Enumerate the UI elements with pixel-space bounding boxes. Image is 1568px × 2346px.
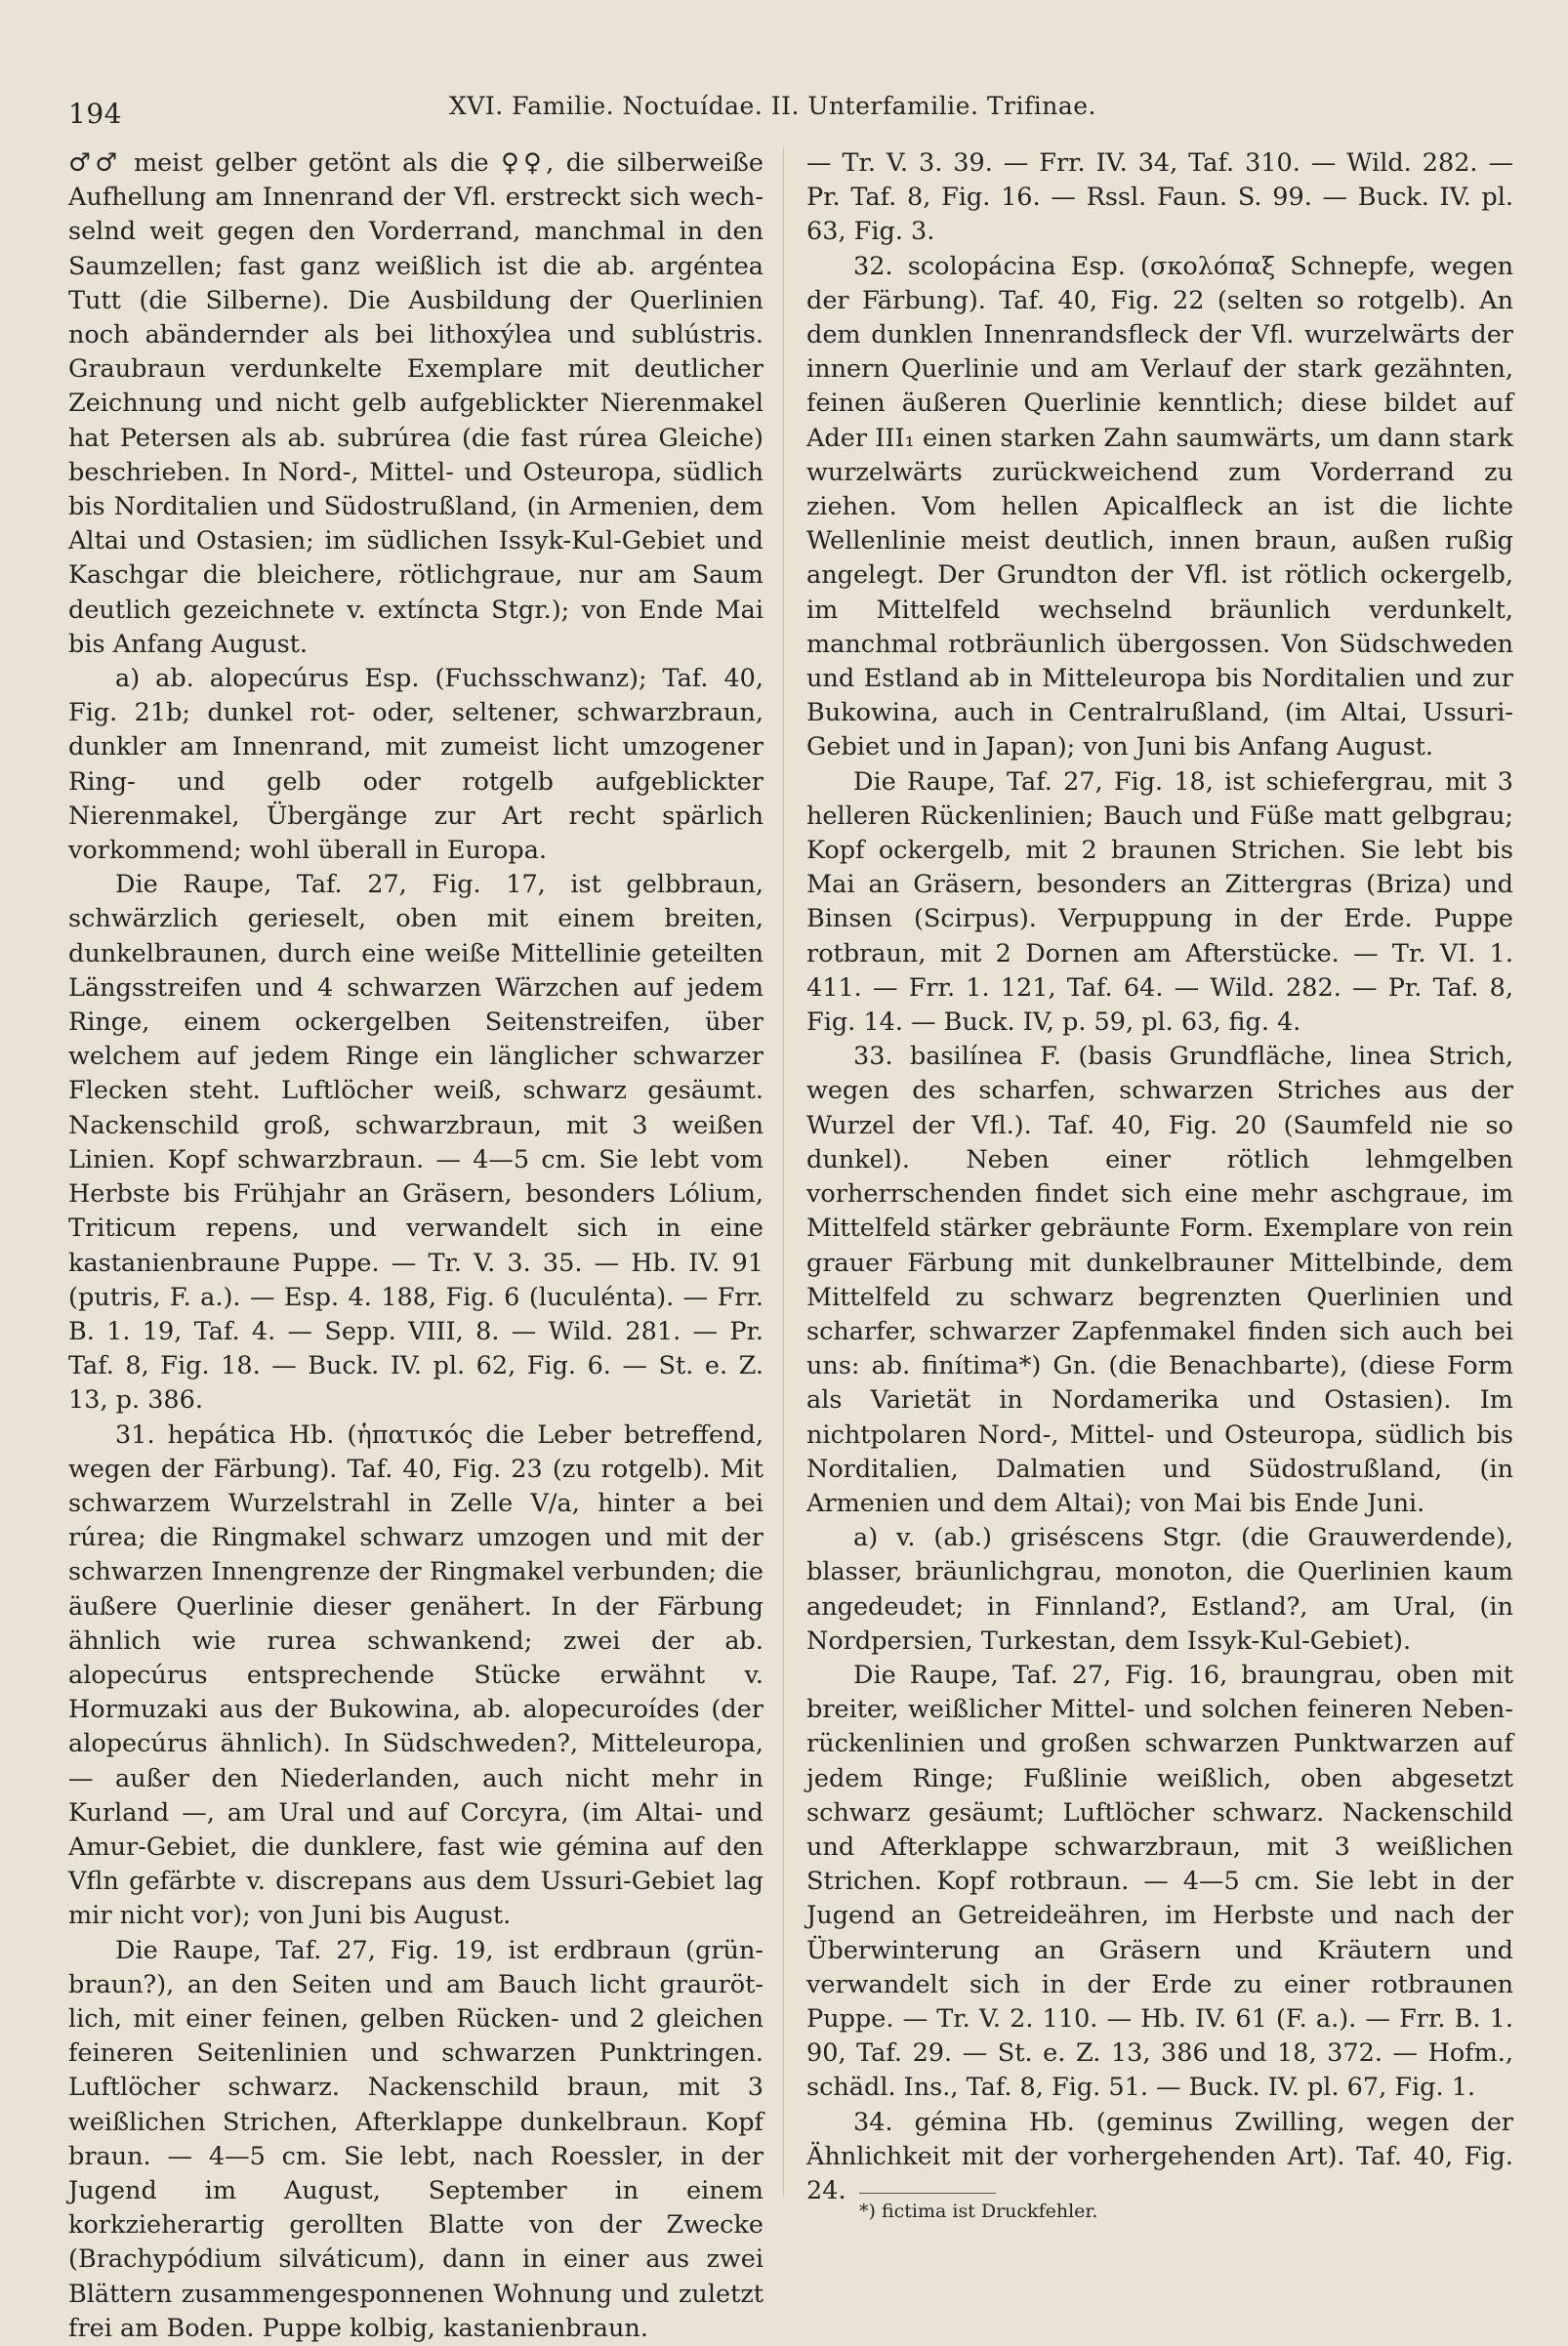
right-column — [806, 146, 1513, 2208]
column-divider — [783, 146, 784, 2197]
running-header — [68, 90, 1509, 129]
species-entry-31: 31. hepática Hb. (ἡπατικός die Leber betreffend, wegen der Färbung). Taf. 40, Fig. 23 (zu rotgelb). Mit schwarzem Wurzelstrahl in Zelle V/a, hinter a bei rúrea; die Ringmakel schwarz umzogen und mit der schwarzen Innengrenze der Ringmakel verbunden; die äußere Querlinie dieser genähert. In der Färbung ähnlich wie rurea schwankend; zwei der ab. alopecúrus entsprechende Stücke erwähnt v. Hormuzaki aus der Bukowina, ab. alopecuroídes (der alopecúrus ähnlich). In Südschweden?, Mitteleuropa, — außer den Niederlanden, auch nicht mehr in Kurland —, am Ural und auf Corcyra, (im Altai- und Amur-Gebiet, die dunklere, fast wie gémina auf den Vfln gefärbte v. discrepans aus dem Ussuri-Gebiet lag mir nicht vor); von Juni bis August. — [68, 1420, 763, 1931]
paragraph: Die Raupe, Taf. 27, Fig. 17, ist gelbbraun, schwärzlich gerieselt, oben mit einem breiten, dunkelbraunen, durch eine weiße Mittellinie geteilten Längsstreifen und 4 schwarzen Wärzchen auf jedem Ringe, einem ockergelben Seitenstreifen, über welchem auf jedem Ringe ein länglicher schwarzer Flecken steht. Luftlöcher weiß, schwarz gesäumt. Nackenschild groß, schwarzbraun, mit 3 weißen Linien. Kopf schwarzbraun. — 4—5 cm. Sie lebt vom Herbste bis Frühjahr an Gräsern, besonders Lólium, Triticum repens, und verwandelt sich in eine kastanienbraune Puppe. — Tr. V. 3. 35. — Hb. IV. 91 (putris, F. a.). — Esp. 4. 188, Fig. 6 (luculénta). — Frr. B. 1. 19, Taf. 4. — Sepp. VIII, 8. — Wild. 281. — Pr. Taf. 8, Fig. 18. — Buck. IV. pl. 62, Fig. 6. — St. e. Z. 13, p. 386. — [68, 870, 763, 1416]
paragraph: a) ab. alopecúrus Esp. (Fuchsschwanz); Taf. 40, Fig. 21b; dunkel rot- oder, seltener, schwarzbraun, dunkler am Innenrand, mit zumeist licht umzogener Ring- und gelb oder rotgelb aufgeblickter Nierenmakel, Übergänge zur Art recht spärlich vorkommend; wohl überall in Europa. — [68, 664, 763, 866]
footnote-rule — [859, 2193, 996, 2194]
running-title: XVI. Familie. Noctuídae. II. Unterfamilie. Trifinae. — [449, 92, 1096, 120]
paragraph: Die Raupe, Taf. 27, Fig. 16, braungrau, oben mit breiter, weißlicher Mittel- und solchen feineren Nebenrückenlinien und großen schwarzen Punktwarzen auf jedem Ringe; Fußlinie weißlich, oben abgesetzt schwarz gesäumt; Luftlöcher schwarz. Nackenschild und Afterklappe schwarzbraun, mit 3 weißlichen Strichen. Kopf rotbraun. — 4—5 cm. Sie lebt in der Jugend an Getreideähren, im Herbste und nach der Überwinterung an Gräsern und Kräutern und verwandelt sich in der Erde zu einer rotbraunen Puppe. — Tr. V. 2. 110. — Hb. IV. 61 (F. a.). — Frr. B. 1. 90, Taf. 29. — St. e. Z. 13, 386 und 18, 372. — Hofm., schädl. Ins., Taf. 8, Fig. 51. — Buck. IV. pl. 67, Fig. 1. — [806, 1660, 1513, 2103]
species-entry-33: 33. basilínea F. (basis Grundfläche, linea Strich, wegen des scharfen, schwarzen Striches aus der Wurzel der Vfl.). Taf. 40, Fig. 20 (Saumfeld nie so dunkel). Neben einer rötlich lehmgelben vorherrschenden findet sich eine mehr aschgraue, im Mittelfeld stärker gebräunte Form. Exemplare von rein grauer Färbung mit dunkelbrauner Mittelbinde, dem Mittelfeld zu schwarz begrenzten Querlinien und scharfer, schwarzer Zapfenmakel finden sich auch bei uns: ab. finítima*) Gn. (die Benachbarte), (diese Form als Varietät in Nordamerika und Ostasien). Im nichtpolaren Nord-, Mittel- und Osteuropa, südlich bis Norditalien, Dalmatien und Südostrußland, (in Armenien und dem Altai); von Mai bis Ende Juni. — [806, 1042, 1513, 1518]
page-number: 194 — [68, 98, 122, 130]
species-entry-34: 34. gémina Hb. (geminus Zwilling, wegen der Ähnlichkeit mit der vorhergehenden Art). Taf. 40, Fig. 24. — [806, 2107, 1513, 2205]
footnote-text: *) fictima ist Druckfehler. — [859, 2201, 1098, 2222]
paragraph: Die Raupe, Taf. 27, Fig. 18, ist schiefergrau, mit 3 helleren Rückenlinien; Bauch und Füße matt gelbgrau; Kopf ockergelb, mit 2 braunen Strichen. Sie lebt bis Mai an Gräsern, besonders an Zittergras (Briza) und Binsen (Scirpus). Verpuppung in der Erde. Puppe rotbraun, mit 2 Dornen am Afterstücke. — Tr. VI. 1. 411. — Frr. 1. 121, Taf. 64. — Wild. 282. — Pr. Taf. 8, Fig. 14. — Buck. IV, p. 59, pl. 63, fig. 4. — [806, 766, 1513, 1038]
species-entry-32: 32. scolopácina Esp. (σκολόπαξ Schnepfe, wegen der Färbung). Taf. 40, Fig. 22 (selten so rotgelb). An dem dunklen Innenrandsfleck der Vfl. wurzelwärts der innern Querlinie und am Verlauf der stark gezähnten, feinen äußeren Querlinie kenntlich; diese bildet auf Ader III₁ einen starken Zahn saumwärts, um dann stark wurzelwärts zurückweichend zum Vorderrand zu ziehen. Vom hellen Apicalfleck an ist die lichte Wellenlinie meist deutlich, innen braun, außen rußig angelegt. Der Grundton der Vfl. ist rötlich ockergelb, im Mittelfeld wechselnd bräunlich verdunkelt, manchmal rotbräunlich übergossen. Von Südschweden und Estland ab in Mitteleuropa bis Norditalien und zur Bukowina, auch in Centralrußland, (im Altai, Ussuri-Gebiet und in Japan); von Juni bis Anfang August. — [806, 251, 1513, 762]
paragraph: ♂♂ meist gelber getönt als die ♀♀, die silberweiße Aufhellung am Innenrand der Vfl. erstreckt sich wechselnd weit gegen den Vorderrand, manchmal in den Saumzellen; fast ganz weißlich ist die ab. argéntea Tutt (die Silberne). Die Ausbildung der Querlinien noch abändernder als bei lithoxýlea und sublústris. Graubraun verdunkelte Exemplare mit deutlicher Zeichnung und nicht gelb aufgeblickter Nierenmakel hat Petersen als ab. subrúrea (die fast rúrea Gleiche) beschrieben. In Nord-, Mittel- und Osteuropa, südlich bis Norditalien und Südostrußland, (in Armenien, dem Altai und Ostasien; im südlichen Issyk-Kul-Gebiet und Kaschgar die bleichere, rötlichgraue, nur am Saum deutlich gezeichnete v. extíncta Stgr.); von Ende Mai bis Anfang August. — [68, 148, 763, 659]
footnote — [859, 2201, 1097, 2222]
paragraph: a) v. (ab.) griséscens Stgr. (die Grauwerdende), blasser, bräunlichgrau, monoton, die Querlinien kaum angedeudet; in Finnland?, Estland?, am Ural, (in Nordpersien, Turkestan, dem Issyk-Kul-Gebiet). — [806, 1523, 1513, 1656]
left-column — [68, 146, 763, 2346]
paragraph: Die Raupe, Taf. 27, Fig. 19, ist erdbraun (grünbraun?), an den Seiten und am Bauch licht graurötlich, mit einer feinen, gelben Rücken- und 2 gleichen feineren Seitenlinien und schwarzen Punktringen. Luftlöcher schwarz. Nackenschild braun, mit 3 weißlichen Strichen, Afterklappe dunkelbraun. Kopf braun. — 4—5 cm. Sie lebt, nach Roessler, in der Jugend im August, September in einem korkzieherartig gerollten Blatte von der Zwecke (Brachypódium silváticum), dann in einer aus zwei Blättern zusammengesponnenen Wohnung und zuletzt frei am Boden. Puppe kolbig, kastanienbraun. — [68, 1935, 763, 2343]
paragraph: — Tr. V. 3. 39. — Frr. IV. 34, Taf. 310. — Wild. 282. — Pr. Taf. 8, Fig. 16. — Rssl. Faun. S. 99. — Buck. IV. pl. 63, Fig. 3. — [806, 148, 1513, 247]
